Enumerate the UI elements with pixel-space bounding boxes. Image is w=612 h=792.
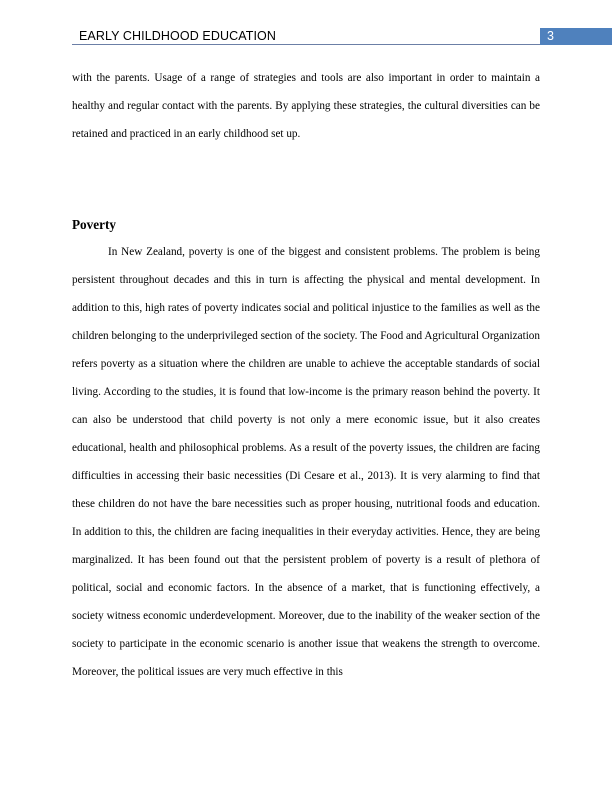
header-title: EARLY CHILDHOOD EDUCATION xyxy=(79,29,276,43)
page-number: 3 xyxy=(547,29,554,43)
running-header xyxy=(0,28,612,44)
section-heading: Poverty xyxy=(72,217,116,232)
intro-paragraph: with the parents. Usage of a range of strategies and tools are also important in order to maintain a healthy and regular contact with the parents. By applying these strategies, the cultural diversities can be retained and practiced in an early childhood set up. xyxy=(72,72,540,140)
page-number-badge xyxy=(540,28,612,45)
header-rule xyxy=(72,44,540,45)
poverty-paragraph: In New Zealand, poverty is one of the biggest and consistent problems. The problem is being persistent throughout decades and this in turn is affecting the physical and mental development. In addition to this, high rates of poverty indicates social and political injustice to the families as well as the children belonging to the underprivileged section of the society. The Food and Agricultural Organization refers poverty as a situation where the children are unable to achieve the acceptable standards of social living. According to the studies, it is found that low-income is the primary reason behind the poverty. It can also be understood that child poverty is not only a mere economic issue, but it also creates educational, health and philosophical problems. As a result of the poverty issues, the children are facing difficulties in accessing their basic necessities (Di Cesare et al., 2013). It is very alarming to find that these children do not have the bare necessities such as proper housing, nutritional foods and education. In addition to this, the children are facing inequalities in their everyday activities. Hence, they are being marginalized. It has been found out that the persistent problem of poverty is a result of plethora of political, social and economic factors. In the absence of a market, that is functioning effectively, a society witness economic underdevelopment. Moreover, due to the inability of the weaker section of the society to participate in the economic scenario is another issue that weakens the strength to overcome. Moreover, the political issues are very much effective in this xyxy=(72,246,540,678)
